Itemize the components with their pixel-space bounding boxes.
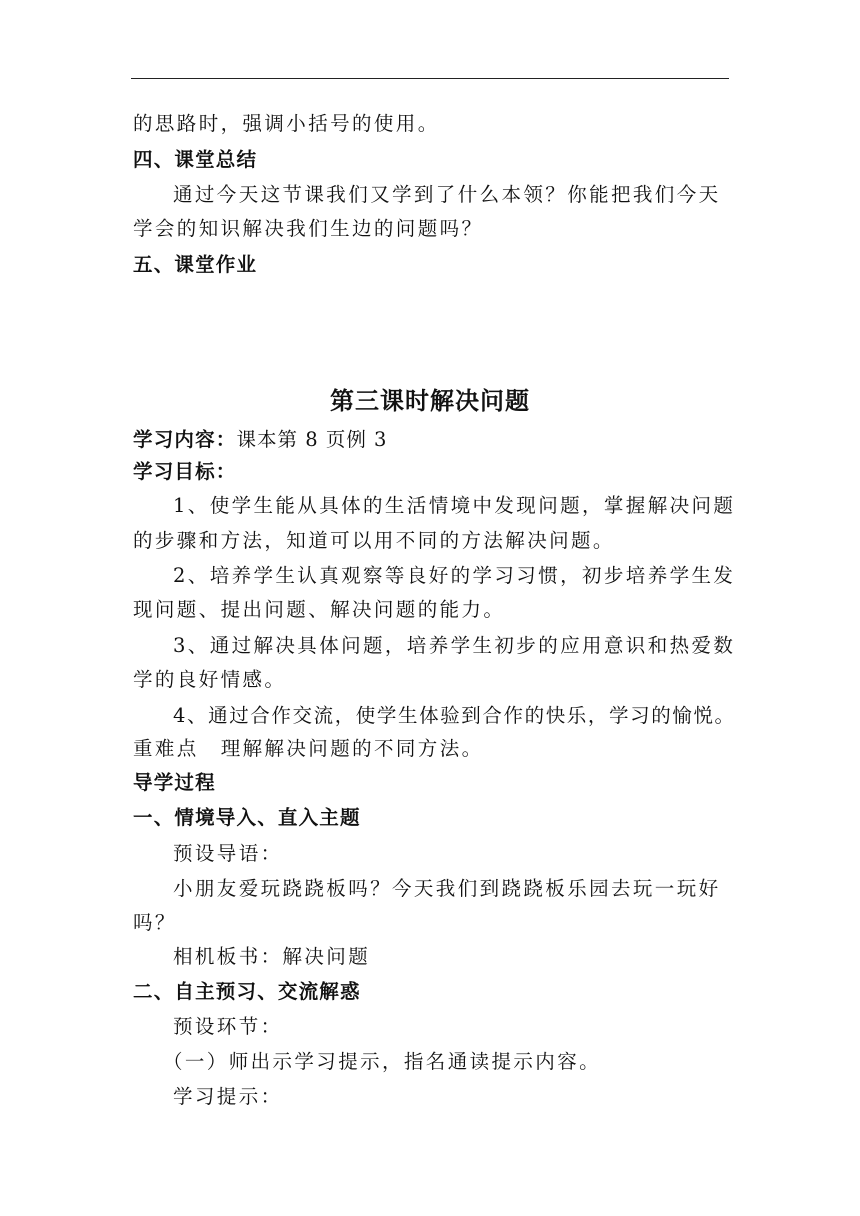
part-2-heading: 二、自主预习、交流解惑 <box>133 980 361 1003</box>
learning-goals-label: 学习目标： <box>133 460 237 483</box>
goal-2-line-1: 2、培养学生认真观察等良好的学习习惯，初步培养学生发 <box>173 564 736 587</box>
key-difficulty-value: 理解解决问题的不同方法。 <box>220 737 484 760</box>
goal-1-line-2: 的步骤和方法，知道可以用不同的方法解决问题。 <box>133 529 615 552</box>
part-2-tips-label: 学习提示： <box>173 1085 283 1108</box>
part-1-line-2: 吗？ <box>133 911 177 934</box>
goal-3-line-1: 3、通过解决具体问题，培养学生初步的应用意识和热爱数 <box>173 634 736 657</box>
continuation-text: 的思路时，强调小括号的使用。 <box>133 112 440 135</box>
part-1-preset: 预设导语： <box>173 842 283 865</box>
key-difficulty <box>133 737 729 761</box>
learning-content <box>133 428 729 452</box>
section-heading-homework: 五、课堂作业 <box>133 253 258 276</box>
part-1-heading: 一、情境导入、直入主题 <box>133 806 361 829</box>
key-difficulty-label: 重难点 <box>133 737 199 760</box>
learning-content-label: 学习内容： <box>133 428 237 451</box>
goal-3-line-2: 学的良好情感。 <box>133 668 287 691</box>
lesson-title: 第三课时解决问题 <box>330 386 530 415</box>
learning-content-value: 课本第 8 页例 3 <box>236 428 388 451</box>
part-2-step-1: （一）师出示学习提示，指名通读提示内容。 <box>163 1050 602 1073</box>
process-heading: 导学过程 <box>133 771 216 794</box>
goal-4: 4、通过合作交流，使学生体验到合作的快乐，学习的愉悦。 <box>173 704 736 727</box>
header-rule <box>131 78 729 79</box>
goal-1-line-1: 1、使学生能从具体的生活情境中发现问题，掌握解决问题 <box>173 494 736 517</box>
part-1-line-1: 小朋友爱玩跷跷板吗？今天我们到跷跷板乐园去玩一玩好 <box>173 877 721 900</box>
summary-line-2: 学会的知识解决我们生边的问题吗？ <box>133 217 484 240</box>
part-2-preset: 预设环节： <box>173 1015 283 1038</box>
goal-2-line-2: 现问题、提出问题、解决问题的能力。 <box>133 598 506 621</box>
part-1-board: 相机板书：解决问题 <box>173 945 371 968</box>
section-heading-summary: 四、课堂总结 <box>133 148 258 171</box>
summary-line-1: 通过今天这节课我们又学到了什么本领？你能把我们今天 <box>173 183 721 206</box>
